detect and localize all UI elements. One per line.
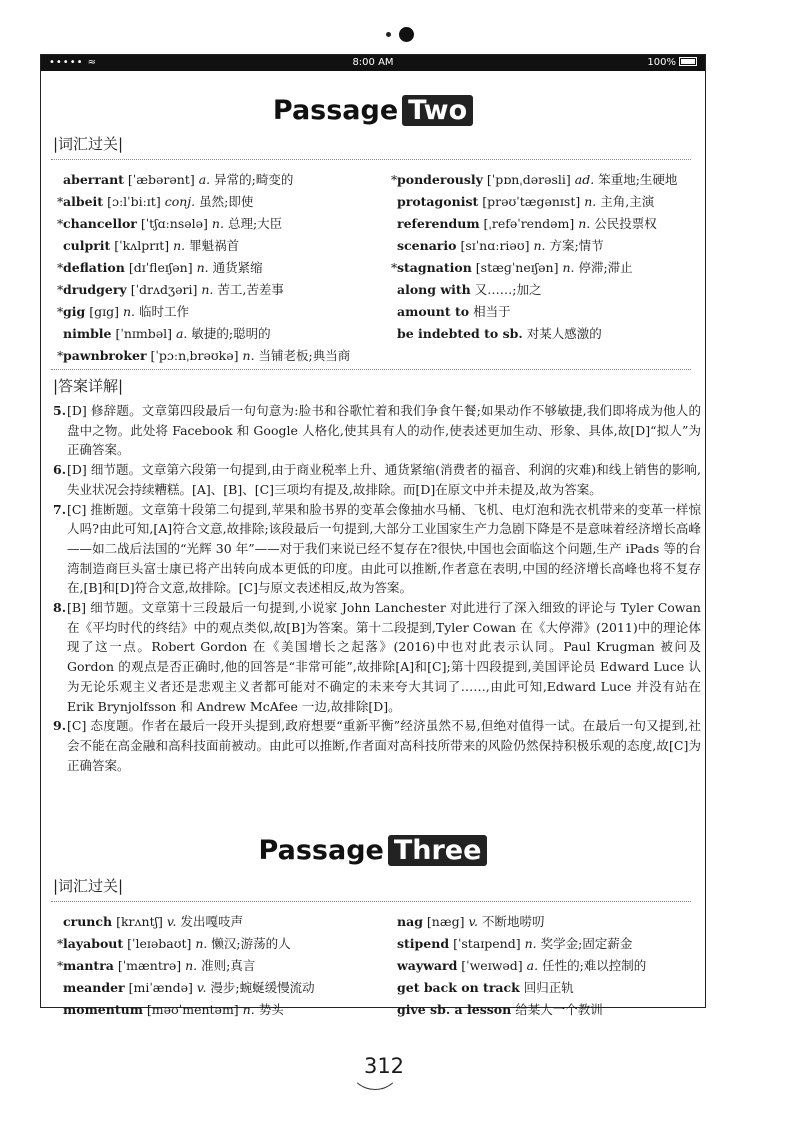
passage-number: Two	[402, 95, 473, 126]
vocab-phonetic: [ˈweɪwəd]	[461, 958, 523, 973]
star-mark: *	[57, 194, 64, 209]
answer-text: [C] 态度题。作者在最后一段开头提到,政府想要“重新平衡”经济虽然不易,但绝对值得一试。在最后一句又提到,社会不能在高金融和高科技面前被动。由此可以推断,作者面对高科技所带来的风险仍然保持积极乐观的态度,故[C]为正确答案。	[67, 718, 701, 773]
vocab-pos: n.	[196, 260, 209, 275]
answer-number: 7.	[53, 501, 67, 517]
vocab-phonetic: [ˈstaɪpend]	[453, 936, 521, 951]
vocab-phonetic: [gɪg]	[89, 304, 119, 319]
vocab-meaning: 相当于	[473, 304, 511, 319]
vocab-pos: conj.	[164, 194, 196, 209]
vocab-pos: v.	[196, 980, 207, 995]
vocab-item	[57, 933, 315, 955]
vocab-meaning: 对某人感激的	[526, 326, 602, 341]
passage-label: Passage	[258, 835, 384, 866]
vocab-meaning: 给某人一个教训	[515, 1002, 603, 1017]
answer-number: 6.	[53, 462, 67, 478]
vocab-meaning: 当铺老板;典当商	[258, 348, 351, 363]
vocab-item	[391, 301, 677, 323]
vocab-word: referendum	[397, 216, 480, 231]
vocab-meaning: 不断地唠叨	[482, 914, 545, 929]
vocab-word: mantra	[63, 958, 114, 973]
vocab-word: be indebted to sb.	[397, 326, 523, 341]
status-time: 8:00 AM	[352, 57, 394, 68]
vocab-word: give sb. a lesson	[397, 1002, 512, 1017]
vocab-pos: a.	[526, 958, 539, 973]
vocab-pos: n.	[584, 194, 597, 209]
page-number: 312	[363, 1054, 405, 1078]
vocab-phonetic: [ˈtʃɑːnsələ]	[140, 216, 208, 231]
camera-dot-icon	[399, 27, 414, 42]
vocab-pos: n.	[211, 216, 224, 231]
vocab-phonetic: [ˈmæntrə]	[117, 958, 182, 973]
vocab-phonetic: [məʊˈmentəm]	[146, 1002, 239, 1017]
vocab-meaning: 罪魁祸首	[189, 238, 240, 253]
vocab-word: scenario	[397, 238, 457, 253]
vocab-item	[391, 933, 646, 955]
vocab-meaning: 苦工,苦差事	[217, 282, 284, 297]
vocab-pos: n.	[195, 936, 208, 951]
answer-number: 9.	[53, 718, 67, 734]
vocab-pos: n.	[122, 304, 135, 319]
answer-item	[53, 500, 701, 599]
passage-two-title	[41, 95, 705, 126]
status-battery	[647, 57, 697, 68]
battery-icon	[679, 57, 697, 66]
vocab-word: stagnation	[397, 260, 472, 275]
vocab-pos: n.	[201, 282, 214, 297]
vocab-word: gig	[63, 304, 86, 319]
answer-heading: |答案详解|	[53, 377, 124, 395]
vocab-meaning: 势头	[258, 1002, 284, 1017]
vocab-meaning: 临时工作	[138, 304, 189, 319]
vocab-word: nimble	[63, 326, 112, 341]
vocab-phonetic: [ˌrefəˈrendəm]	[483, 216, 575, 231]
divider	[51, 369, 691, 370]
vocab-item	[391, 999, 646, 1021]
vocab-phonetic: [ˈnɪmbəl]	[115, 326, 172, 341]
answer-text: [C] 推断题。文章第十段第二句提到,苹果和脸书界的变革会像抽水马桶、飞机、电灯泡和洗衣机带来的变革一样惊人吗?由此可知,[A]符合文意,故排除;该段最后一句提到,大部分工业国家生产力急剧下降是不是意味着经济增长高峰——如二战后法国的“光辉 30 年”——对于我们来说已经不复存在?很快,中国也会面临这个问题,生产 iPads 等的台湾制造商巨头富士康已将产出转向成本更低的印度。由此可以推断,作者意在表明,中国的经济增长高峰也将不复存在,[B]和[D]符合文意,故排除。[C]与原文表述相反,故为答案。	[67, 501, 701, 596]
vocab-word: stipend	[397, 936, 450, 951]
answer-item	[53, 598, 701, 716]
vocab-pos: n.	[242, 1002, 255, 1017]
star-mark: *	[57, 304, 64, 319]
vocab-item	[391, 191, 677, 213]
vocab-phonetic: [ˈæbərənt]	[127, 172, 195, 187]
vocab-item	[391, 955, 646, 977]
vocab-meaning: 异常的;畸变的	[214, 172, 294, 187]
star-mark: *	[57, 260, 64, 275]
vocab-phonetic: [ˈleɪəbaʊt]	[127, 936, 192, 951]
star-mark: *	[57, 216, 64, 231]
vocab-word: momentum	[63, 1002, 143, 1017]
vocab-pos: n.	[533, 238, 546, 253]
vocab-word: meander	[63, 980, 125, 995]
passage-number: Three	[388, 835, 488, 866]
vocab-item	[391, 213, 677, 235]
vocab-phonetic: [krʌntʃ]	[116, 914, 163, 929]
vocab-item	[391, 235, 677, 257]
vocab-item	[57, 911, 315, 933]
signal-wifi-icon: ••••• ≈	[49, 57, 98, 68]
vocab-item	[57, 191, 350, 213]
answer-number: 5.	[53, 403, 67, 418]
vocab-word: pawnbroker	[63, 348, 147, 363]
divider	[51, 901, 691, 902]
star-mark: *	[57, 348, 64, 363]
vocab-item	[391, 257, 677, 279]
vocab-pos: v.	[468, 914, 479, 929]
vocab-meaning: 笨重地;生硬地	[598, 172, 678, 187]
vocab-meaning: 敏捷的;聪明的	[191, 326, 271, 341]
vocab-phonetic: [ˈpɔːnˌbrəʊkə]	[150, 348, 239, 363]
vocab-word: albeit	[63, 194, 104, 209]
small-dot-icon	[386, 32, 391, 37]
vocab-meaning: 虽然;即使	[199, 194, 254, 209]
vocab-pos: n.	[242, 348, 255, 363]
vocab-item	[57, 279, 350, 301]
battery-percent: 100%	[647, 57, 676, 68]
vocab-phonetic: [prəʊˈtægənɪst]	[482, 194, 581, 209]
vocab-pos: n.	[185, 958, 198, 973]
vocab-pos: v.	[166, 914, 177, 929]
vocab-item	[391, 169, 677, 191]
vocab-phonetic: [ˈpɒnˌdərəsli]	[486, 172, 571, 187]
vocab-word: ponderously	[397, 172, 483, 187]
vocab-phonetic: [dɪˈfleɪʃən]	[128, 260, 193, 275]
vocab-item	[57, 257, 350, 279]
vocab-item	[57, 301, 350, 323]
vocab-word: crunch	[63, 914, 113, 929]
vocab-item	[391, 977, 646, 999]
vocab-meaning: 通货紧缩	[212, 260, 263, 275]
star-mark: *	[57, 936, 64, 951]
vocab-pos: n.	[562, 260, 575, 275]
vocab-meaning: 回归正轨	[523, 980, 574, 995]
vocab-item	[57, 235, 350, 257]
vocab-word: culprit	[63, 238, 111, 253]
passage-label: Passage	[272, 95, 399, 126]
vocab-phonetic: [stæɡˈneɪʃən]	[475, 260, 559, 275]
vocab-meaning: 公民投票权	[594, 216, 657, 231]
vocab-meaning: 停滞;滞止	[578, 260, 633, 275]
answer-item	[53, 460, 701, 499]
passage-three-title	[41, 835, 705, 866]
vocab-list-two-right	[391, 169, 677, 345]
vocab-heading-three: |词汇过关|	[53, 877, 124, 895]
vocab-word: deflation	[63, 260, 125, 275]
vocab-meaning: 漫步;蜿蜒缓慢流动	[210, 980, 315, 995]
vocab-word: layabout	[63, 936, 124, 951]
vocab-word: along with	[397, 282, 471, 297]
vocab-item	[57, 323, 350, 345]
vocab-pos: n.	[524, 936, 537, 951]
vocab-phonetic: [næg]	[426, 914, 465, 929]
vocab-item	[57, 977, 315, 999]
vocab-meaning: 发出嘎吱声	[180, 914, 243, 929]
vocab-word: get back on track	[397, 980, 520, 995]
device-frame	[40, 54, 706, 1017]
vocab-list-three-right	[391, 911, 646, 1021]
vocab-phonetic: [miˈændə]	[128, 980, 193, 995]
vocab-item	[391, 279, 677, 301]
vocab-pos: n.	[173, 238, 186, 253]
vocab-meaning: 奖学金;固定薪金	[540, 936, 633, 951]
vocab-pos: a.	[175, 326, 188, 341]
answer-text: [B] 细节题。文章第十三段最后一句提到,小说家 John Lanchester 对此进行了深入细致的评论与 Tyler Cowan 在《平均时代的终结》中的观点类似,故[B]为答案。第十二段提到,Tyler Cowan 在《大停滞》(2011)中的理论体现了这一点。Robert Gordon 在《美国增长之起落》(2016)中也对此表示认同。Paul Krugman 被问及 Gordon 的观点是否正确时,他的回答是“非常可能”,故排除[A]和[C];第十四段提到,美国评论员 Edward Luce 认为无论乐观主义者还是悲观主义者都可能对不确定的未来夸大其词了……,由此可知,Edward Luce 并没有站在 Erik Brynjolfsson 和 Andrew McAfee 一边,故排除[D]。	[67, 600, 701, 714]
top-camera-dots	[0, 24, 800, 43]
answer-number: 8.	[53, 600, 67, 616]
status-bar	[41, 55, 705, 71]
vocab-item	[391, 323, 677, 345]
vocab-word: drudgery	[63, 282, 127, 297]
answer-item	[53, 716, 701, 775]
star-mark: *	[391, 172, 398, 187]
vocab-heading-two: |词汇过关|	[53, 135, 124, 153]
vocab-meaning: 主角,主演	[600, 194, 655, 209]
vocab-list-two-left	[57, 169, 350, 367]
vocab-item	[391, 911, 646, 933]
vocab-meaning: 准则;真言	[201, 958, 256, 973]
vocab-item	[57, 999, 315, 1021]
vocab-meaning: 方案;情节	[549, 238, 604, 253]
vocab-phonetic: [ˈdrʌdʒəri]	[130, 282, 198, 297]
vocab-word: nag	[397, 914, 423, 929]
vocab-pos: a.	[198, 172, 211, 187]
vocab-meaning: 懒汉;游荡的人	[211, 936, 291, 951]
vocab-item	[57, 213, 350, 235]
vocab-item	[57, 955, 315, 977]
star-mark: *	[57, 958, 64, 973]
star-mark: *	[391, 260, 398, 275]
vocab-meaning: 总理;大臣	[227, 216, 283, 231]
vocab-meaning: 又……;加之	[474, 282, 542, 297]
vocab-word: aberrant	[63, 172, 124, 187]
vocab-list-three-left	[57, 911, 315, 1021]
answer-item	[53, 401, 701, 460]
star-mark: *	[57, 282, 64, 297]
vocab-meaning: 任性的;难以控制的	[542, 958, 647, 973]
vocab-item	[57, 169, 350, 191]
vocab-phonetic: [sɪˈnɑːriəʊ]	[460, 238, 530, 253]
vocab-word: wayward	[397, 958, 458, 973]
vocab-word: amount to	[397, 304, 470, 319]
answer-text: [D] 细节题。文章第六段第一句提到,由于商业税率上升、通货紧缩(消费者的福音、利润的灾难)和线上销售的影响,失业状况会持续糟糕。[A]、[B]、[C]三项均有提及,故排除。而[D]在原文中并未提及,故为答案。	[67, 462, 701, 497]
vocab-phonetic: [ˈkʌlprɪt]	[114, 238, 170, 253]
divider	[51, 159, 691, 160]
vocab-word: chancellor	[63, 216, 137, 231]
vocab-word: protagonist	[397, 194, 479, 209]
vocab-phonetic: [ɔːlˈbiːɪt]	[107, 194, 161, 209]
answer-list	[53, 401, 701, 775]
vocab-pos: n.	[578, 216, 591, 231]
answer-text: [D] 修辞题。文章第四段最后一句句意为:脸书和谷歌忙着和我们争食午餐;如果动作不够敏捷,我们即将成为他人的盘中之物。此处将 Facebook 和 Google 人格化,使其具有人的动作,使表述更加生动、形象、具体,故[D]“拟人”为正确答案。	[67, 403, 701, 458]
vocab-pos: ad.	[574, 172, 595, 187]
vocab-item	[57, 345, 350, 367]
